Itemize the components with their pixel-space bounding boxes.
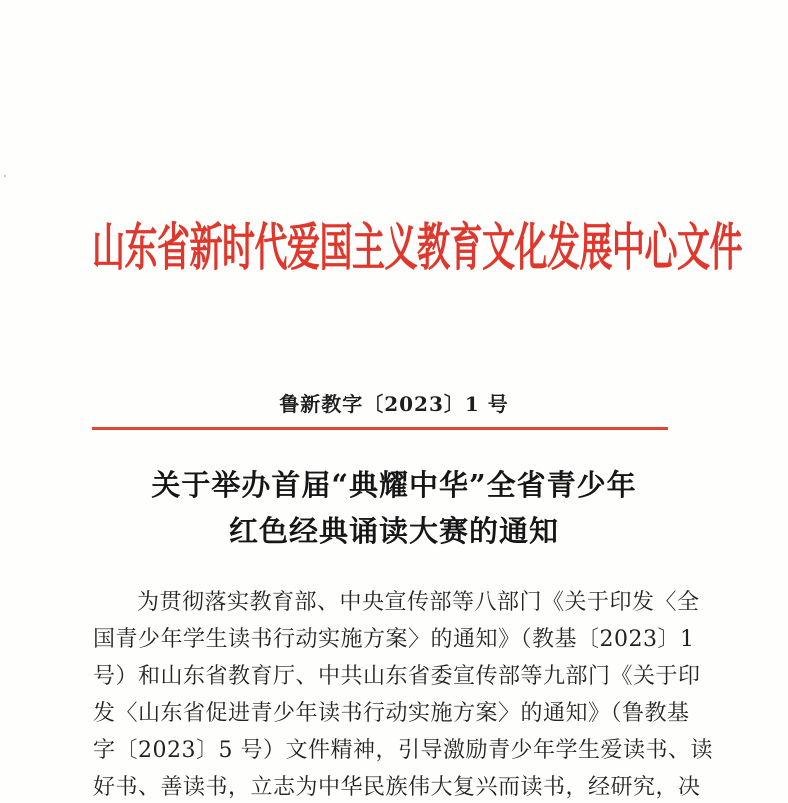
body-line-6: 好书、善读书，立志为中华民族伟大复兴而读书，经研究，决	[93, 775, 701, 800]
body-line-4: 发〈山东省促进青少年读书行动实施方案〉的通知》（鲁教基	[93, 701, 690, 726]
issuer-header-title: 山东省新时代爱国主义教育文化发展中心文件	[92, 217, 742, 278]
body-line-3: 号）和山东省教育厅、中共山东省委宣传部等九部门《关于印	[93, 664, 701, 689]
notice-title-line-1: 关于举办首届“典耀中华”全省青少年	[151, 468, 637, 502]
red-divider-line	[92, 427, 668, 430]
body-line-1: 为贯彻落实教育部、中央宣传部等八部门《关于印发〈全	[137, 590, 700, 615]
notice-title-line-2: 红色经典诵读大赛的通知	[228, 514, 559, 548]
body-line-5: 字〔2023〕5 号）文件精神，引导激励青少年学生爱读书、读	[93, 738, 713, 763]
scan-speck	[4, 175, 6, 177]
body-line-2: 国青少年学生读书行动实施方案〉的通知》（教基〔2023〕1	[93, 627, 695, 652]
document-number: 鲁新教字〔2023〕1 号	[279, 392, 509, 416]
